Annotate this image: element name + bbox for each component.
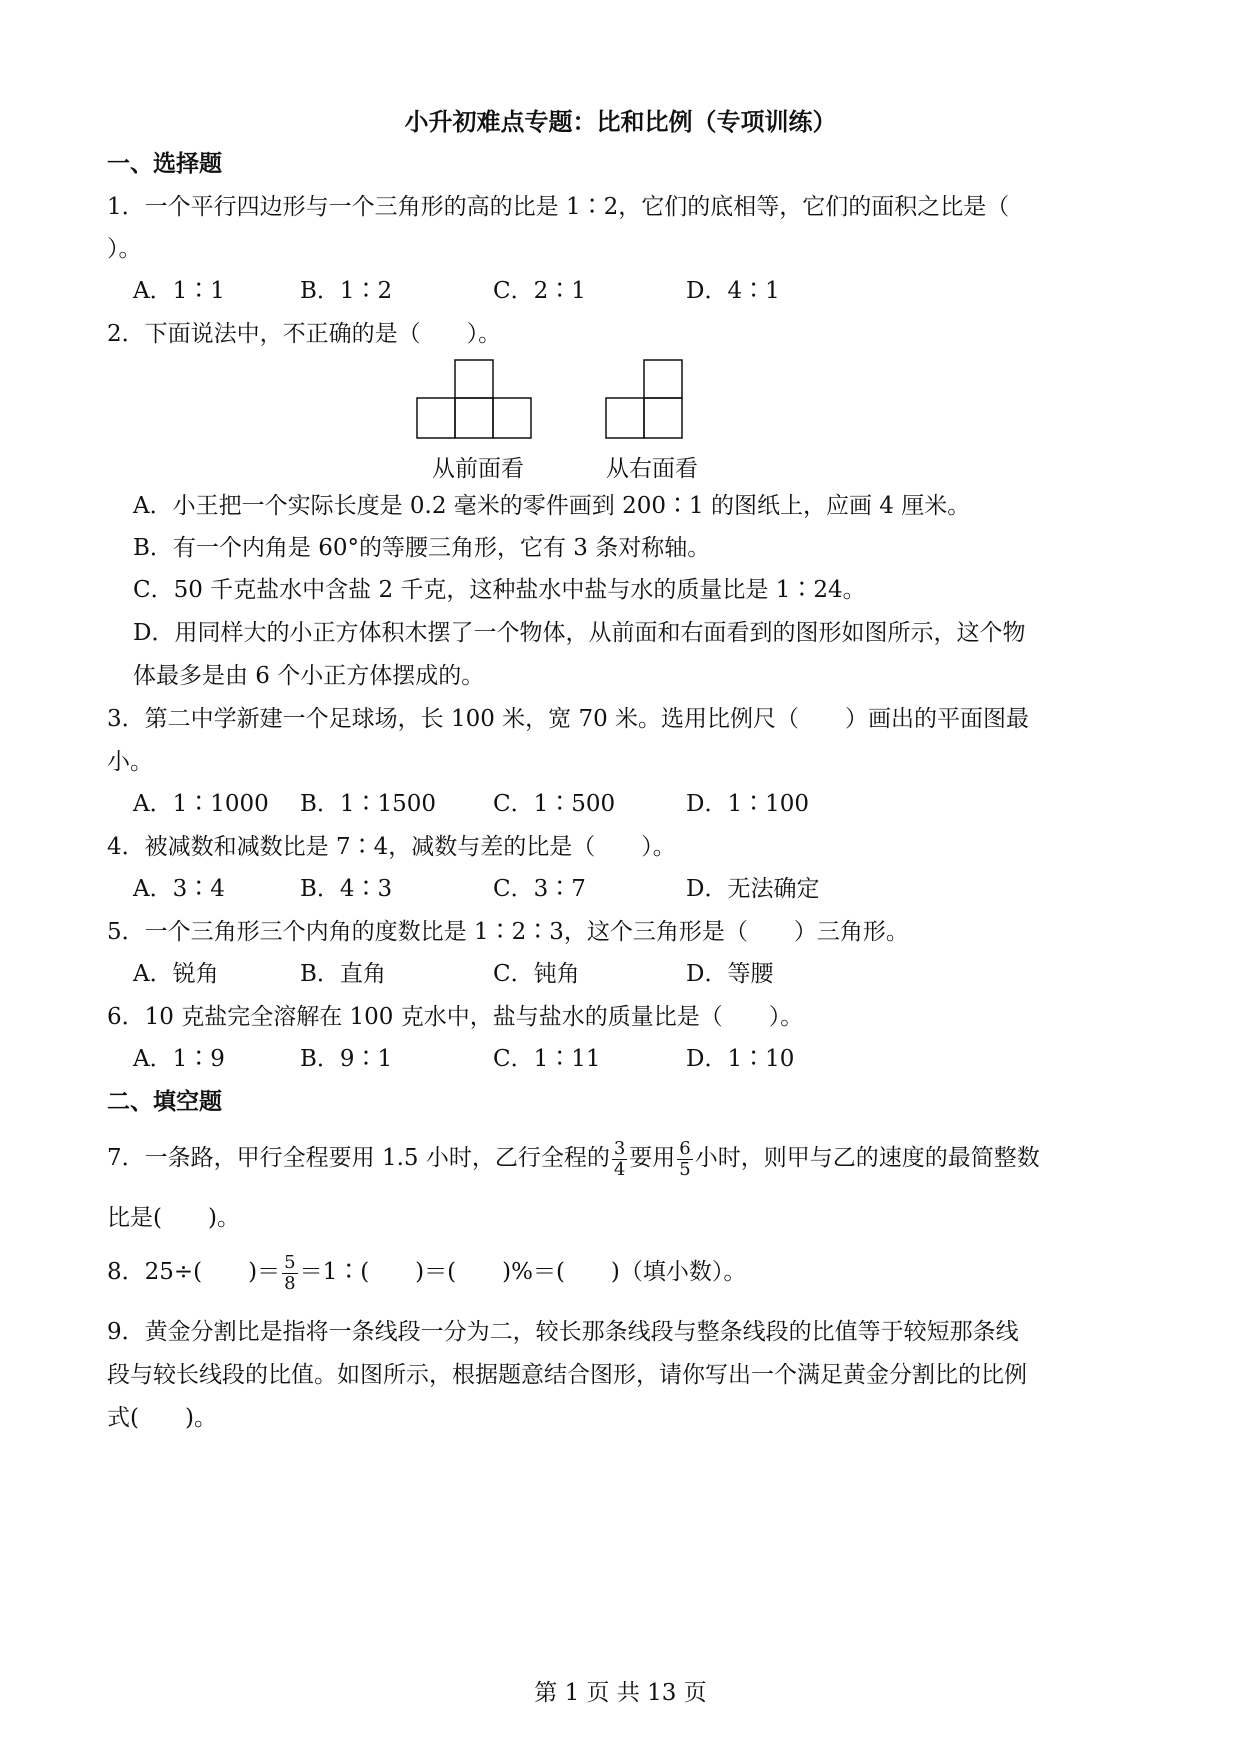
right-view-figure	[605, 358, 687, 440]
right-view-caption: 从右面看	[606, 456, 698, 482]
q8-frac-numerator: 5	[284, 1251, 296, 1273]
q7-frac2-numerator: 6	[679, 1137, 691, 1159]
q5-option-d: D．等腰	[686, 961, 774, 987]
q1-option-b: B．1∶2	[300, 278, 393, 304]
question-3-line2: 小。	[107, 749, 153, 775]
q7-text-part2: 要用	[629, 1145, 676, 1171]
q4-option-c: C．3∶7	[493, 876, 586, 902]
q2-option-d-line2: 体最多是由 6 个小正方体摆成的。	[133, 663, 485, 689]
q1-option-a: A．1∶1	[133, 278, 225, 304]
front-view-figure	[416, 358, 536, 440]
question-4-stem: 4．被减数和减数比是 7∶4，减数与差的比是（ ）。	[107, 834, 676, 860]
q3-option-d: D．1∶100	[686, 791, 809, 817]
question-3-line1: 3．第二中学新建一个足球场，长 100 米，宽 70 米。选用比例尺（ ）画出的平面图最	[107, 706, 1030, 732]
q6-option-b: B．9∶1	[300, 1046, 393, 1072]
q8-text-part2: ＝1∶( )＝( )%＝( )（填小数）。	[299, 1259, 747, 1285]
q8-frac-denominator: 8	[284, 1272, 296, 1294]
q3-option-b: B．1∶1500	[300, 791, 437, 817]
page-title: 小升初难点专题：比和比例（专项训练）	[404, 107, 837, 136]
q3-option-c: C．1∶500	[493, 791, 616, 817]
q4-option-a: A．3∶4	[133, 876, 225, 902]
q2-option-a: A．小王把一个实际长度是 0.2 毫米的零件画到 200∶1 的图纸上，应画 4 厘米。	[133, 493, 971, 519]
q1-option-d: D．4∶1	[686, 278, 780, 304]
q1-option-c: C．2∶1	[493, 278, 586, 304]
q7-fraction-six-fifths	[677, 1139, 692, 1180]
q5-option-c: C．钝角	[493, 961, 580, 987]
q7-frac1-denominator: 4	[613, 1158, 626, 1180]
question-2-stem: 2．下面说法中，不正确的是（ ）。	[107, 321, 502, 347]
question-7-line2: 比是( )。	[107, 1205, 240, 1231]
question-7-line1	[107, 1136, 1040, 1180]
q3-option-a: A．1∶1000	[133, 791, 269, 817]
q8-text-part1: 8．25÷( )＝	[107, 1259, 281, 1285]
question-5-stem: 5．一个三角形三个内角的度数比是 1∶2∶3，这个三角形是（ ）三角形。	[107, 919, 909, 945]
q2-option-b: B．有一个内角是 60°的等腰三角形，它有 3 条对称轴。	[133, 535, 711, 561]
q2-option-c: C．50 千克盐水中含盐 2 千克，这种盐水中盐与水的质量比是 1∶24。	[133, 577, 866, 603]
question-1-line2: ）。	[107, 236, 142, 262]
q2-option-d-line1: D．用同样大的小正方体积木摆了一个物体，从前面和右面看到的图形如图所示，这个物	[133, 620, 1026, 646]
q7-text-part3: 小时，则甲与乙的速度的最简整数	[694, 1145, 1040, 1171]
q4-option-b: B．4∶3	[300, 876, 393, 902]
q4-option-d: D．无法确定	[686, 876, 820, 902]
q5-option-b: B．直角	[300, 961, 386, 987]
question-8-line	[107, 1250, 746, 1294]
q7-frac2-denominator: 5	[679, 1158, 691, 1180]
question-9-line2: 段与较长线段的比值。如图所示，根据题意结合图形，请你写出一个满足黄金分割比的比例	[107, 1362, 1027, 1388]
question-6-stem: 6．10 克盐完全溶解在 100 克水中，盐与盐水的质量比是（ ）。	[107, 1004, 804, 1030]
q6-option-d: D．1∶10	[686, 1046, 795, 1072]
q7-fraction-three-quarters	[612, 1139, 627, 1180]
page-footer: 第 1 页 共 13 页	[534, 1680, 707, 1706]
section-heading-fill: 二、填空题	[107, 1088, 222, 1115]
question-9-line3: 式( )。	[107, 1405, 217, 1431]
question-9-line1: 9．黄金分割比是指将一条线段一分为二，较长那条线段与整条线段的比值等于较短那条线	[107, 1319, 1019, 1345]
question-1-line1: 1．一个平行四边形与一个三角形的高的比是 1∶2，它们的底相等，它们的面积之比是（	[107, 194, 1010, 220]
q6-option-c: C．1∶11	[493, 1046, 601, 1072]
q7-text-part1: 7．一条路，甲行全程要用 1.5 小时，乙行全程的	[107, 1145, 610, 1171]
q8-fraction-five-eighths	[282, 1253, 297, 1294]
q6-option-a: A．1∶9	[133, 1046, 225, 1072]
front-view-caption: 从前面看	[432, 456, 524, 482]
section-heading-choice: 一、选择题	[107, 150, 222, 177]
q5-option-a: A．锐角	[133, 961, 219, 987]
q7-frac1-numerator: 3	[613, 1137, 626, 1159]
